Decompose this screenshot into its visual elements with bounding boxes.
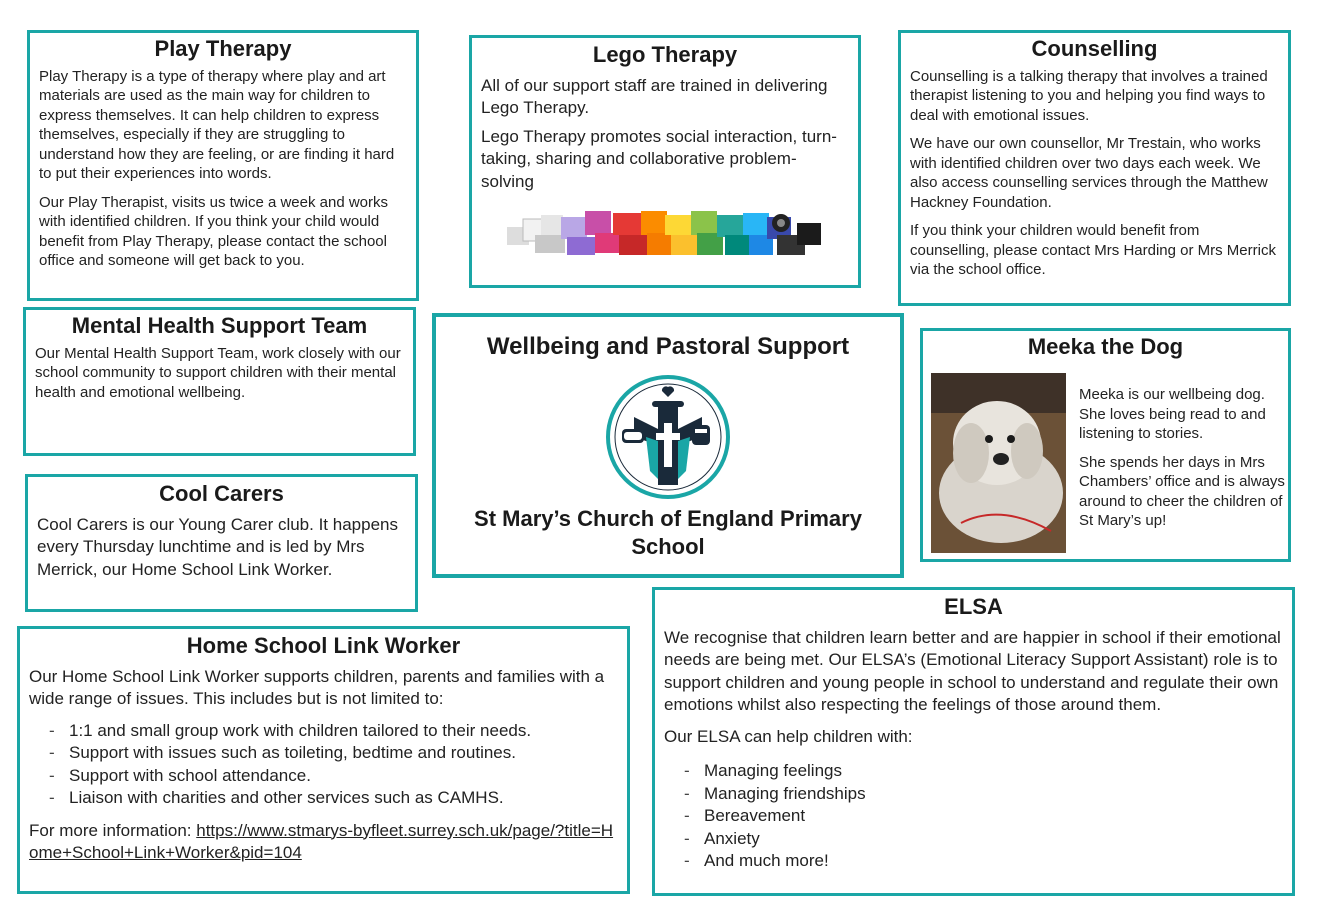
play-therapy-title: Play Therapy	[154, 36, 292, 61]
elsa-paragraph-1: We recognise that children learn better and are happier in school if their emotional needs are being met. Our ELSA’s (Emotional Literacy Support Assistant) role is to support children and young people in school to understand and regulate their own emotions whilst also respecting the feelings of those around them.	[664, 627, 1281, 714]
cool-carers-paragraph: Cool Carers is our Young Carer club. It happens every Thursday lunchtime and is led by Mrs Merrick, our Home School Link Worker.	[37, 514, 398, 579]
meeka-title: Meeka the Dog	[1027, 334, 1184, 359]
meeka-dog-panel	[920, 328, 1291, 562]
counselling-panel	[898, 30, 1291, 306]
hslw-link[interactable]: https://www.stmarys-byfleet.surrey.sch.uk/page/?title=Home+School+Link+Worker&pid=104	[29, 820, 614, 862]
cool-carers-panel	[25, 474, 418, 612]
counselling-title: Counselling	[1031, 36, 1158, 61]
list-item: - Anxiety	[684, 828, 1283, 851]
mental-health-support-title: Mental Health Support Team	[71, 313, 368, 338]
list-item: - And much more!	[684, 850, 1283, 873]
hslw-title: Home School Link Worker	[186, 633, 461, 658]
counselling-paragraph-2: We have our own counsellor, Mr Trestain, who works with identified children over two days each week. We also access counselling services through the Matthew Hackney Foundation.	[910, 135, 1268, 211]
meeka-paragraph-1: Meeka is our wellbeing dog. She loves being read to and listening to stories.	[1079, 386, 1266, 442]
play-therapy-panel	[27, 30, 419, 301]
meeka-paragraph-2: She spends her days in Mrs Chambers’ office and is always around to cheer the children of St Mary’s up!	[1079, 453, 1285, 529]
list-item: - Bereavement	[684, 805, 1283, 828]
school-name: St Mary’s Church of England Primary School	[474, 506, 862, 559]
lego-therapy-paragraph-1: All of our support staff are trained in delivering Lego Therapy.	[481, 75, 828, 117]
more-info-label: For more information:	[29, 820, 197, 840]
play-therapy-paragraph-1: Play Therapy is a type of therapy where play and art materials are used as the main way for children to express themselves. It can help children to express themselves, especially if they are struggling to understand how they are feeling, or are finding it hard to put their experiences into words.	[39, 67, 395, 182]
counselling-paragraph-3: If you think your children would benefit from counselling, please contact Mrs Harding or Mrs Merrick via the school office.	[910, 222, 1276, 278]
hslw-more-info	[29, 820, 618, 865]
dog-photo	[931, 373, 1066, 553]
hslw-list	[29, 720, 618, 810]
hslw-intro: Our Home School Link Worker supports children, parents and families with a wide range of issues. This includes but is not limited to:	[29, 666, 605, 708]
list-item: - Support with school attendance.	[49, 765, 618, 788]
elsa-panel	[652, 587, 1295, 896]
list-item: - Managing friendships	[684, 783, 1283, 806]
counselling-paragraph-1: Counselling is a talking therapy that involves a trained therapist listening to you and helping you find ways to deal with emotional issues.	[910, 67, 1268, 124]
lego-therapy-title: Lego Therapy	[592, 42, 738, 67]
school-crest-icon	[606, 375, 730, 499]
elsa-title: ELSA	[944, 594, 1003, 619]
elsa-list	[664, 760, 1283, 873]
page-title: Wellbeing and Pastoral Support	[486, 333, 850, 360]
home-school-link-worker-panel	[17, 626, 630, 894]
play-therapy-paragraph-2: Our Play Therapist, visits us twice a week and works with identified children. If you think your child would benefit from Play Therapy, please contact the school office and someone will get back to you.	[39, 193, 389, 269]
list-item: - Managing feelings	[684, 760, 1283, 783]
lego-bricks-image	[505, 201, 825, 263]
lego-therapy-paragraph-2: Lego Therapy promotes social interaction, turn-taking, sharing and collaborative problem-solving	[481, 126, 837, 191]
wellbeing-pastoral-panel	[432, 313, 904, 578]
lego-therapy-panel	[469, 35, 861, 288]
list-item: - Liaison with charities and other services such as CAMHS.	[49, 787, 618, 810]
cool-carers-title: Cool Carers	[159, 481, 284, 506]
elsa-paragraph-2: Our ELSA can help children with:	[664, 726, 913, 746]
list-item: - Support with issues such as toileting, bedtime and routines.	[49, 742, 618, 765]
mental-health-support-panel	[23, 307, 416, 456]
mental-health-support-paragraph: Our Mental Health Support Team, work closely with our school community to support children with their mental health and emotional wellbeing.	[35, 344, 401, 401]
list-item: - 1:1 and small group work with children tailored to their needs.	[49, 720, 618, 743]
